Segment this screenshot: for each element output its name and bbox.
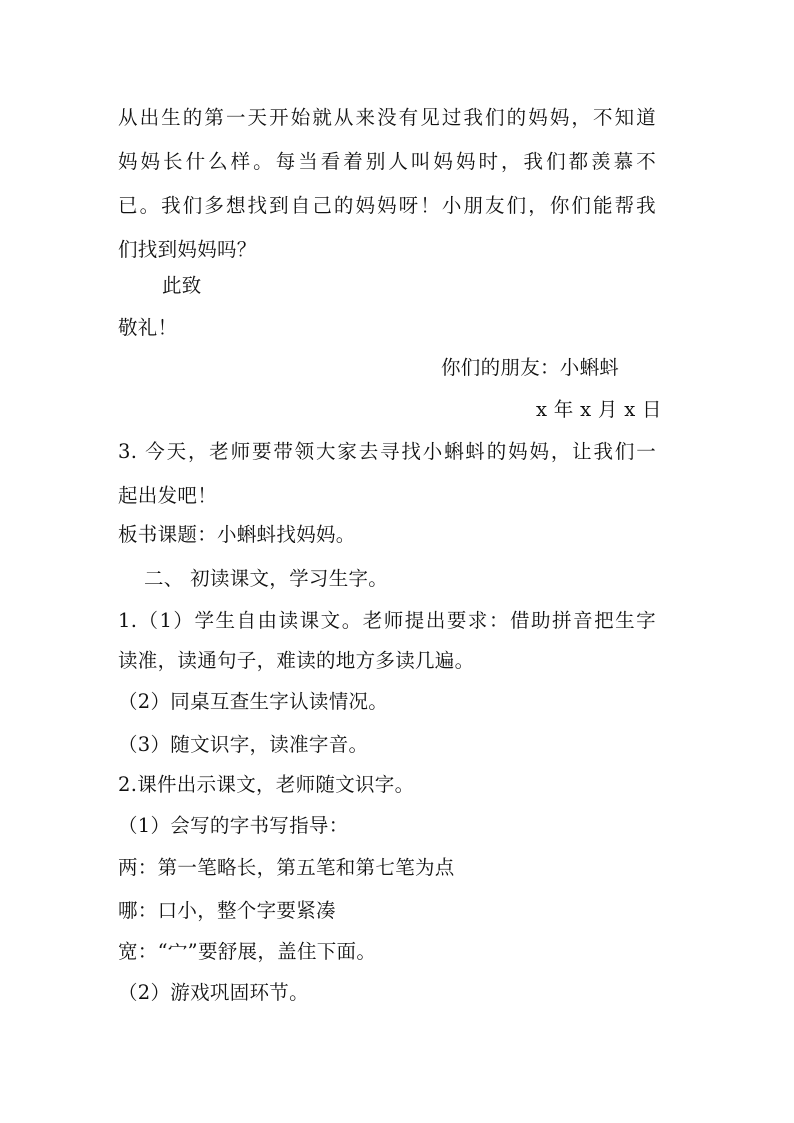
item-2-2: （2）游戏巩固环节。 (118, 981, 309, 1004)
item-2-1: （1）会写的字书写指导： (118, 814, 349, 837)
step3-line-2: 起出发吧！ (118, 484, 218, 507)
board-title: 板书课题：小蝌蚪找妈妈。 (118, 523, 356, 546)
letter-closing-2: 敬礼！ (118, 316, 178, 339)
item-2: 2.课件出示课文，老师随文识字。 (118, 773, 415, 796)
item-1-3: （3）随文识字，读准字音。 (118, 733, 369, 756)
letter-line-3: 已。我们多想找到自己的妈妈呀！小朋友们，你们能帮我 (118, 194, 656, 217)
char-kuan: 宽：“宀”要舒展，盖住下面。 (118, 940, 377, 963)
char-na: 哪：口小，整个字要紧凑 (118, 899, 336, 922)
letter-line-4: 们找到妈妈吗？ (118, 238, 257, 261)
step3-line-1: 3. 今天，老师要带领大家去寻找小蝌蚪的妈妈，让我们一 (118, 440, 656, 463)
item-1-line-1: 1.（1）学生自由读课文。老师提出要求：借助拼音把生字 (118, 609, 656, 632)
item-1-line-2: 读准，读通句子，难读的地方多读几遍。 (118, 649, 475, 672)
letter-signature: 你们的朋友：小蝌蚪 (441, 356, 620, 379)
item-1-2: （2）同桌互查生字认读情况。 (118, 690, 389, 713)
char-liang: 两：第一笔略长，第五笔和第七笔为点 (118, 856, 455, 879)
letter-line-1: 从出生的第一天开始就从来没有见过我们的妈妈，不知道 (118, 106, 656, 129)
letter-closing-1: 此致 (162, 274, 202, 297)
letter-line-2: 妈妈长什么样。每当看着别人叫妈妈时，我们都羡慕不 (118, 150, 656, 173)
letter-date: x 年 x 月 x 日 (536, 398, 662, 421)
section-2-heading: 二、 初读课文，学习生字。 (144, 567, 389, 590)
